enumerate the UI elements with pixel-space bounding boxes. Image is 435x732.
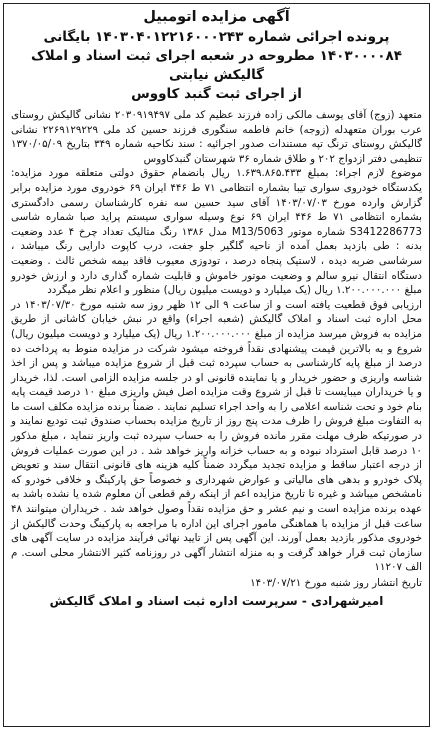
notice-subtitle-2: ۱۴۰۳۰۰۰۰۸۴ مطروحه در شعبه اجرای ثبت اسناد و املاک گالیکش نیابتی (30, 48, 402, 83)
publish-date: تاریخ انتشار روز شنبه مورخ ۱۴۰۳/۰۷/۲۱ (250, 577, 422, 589)
notice-frame (3, 3, 430, 727)
notice-title: آگهی مزایده اتومبیل (143, 9, 290, 25)
notice-content (4, 4, 429, 614)
notice-subtitle-1: پرونده اجرائی شماره ۱۴۰۳۰۴۰۱۲۲۱۶۰۰۰۲۴۳ بایگانی (43, 29, 390, 45)
paragraph-subject: موضوع لازم اجراء: بمبلغ ۱.۶۳۹.۸۶۵.۴۳۳ ریال بانضمام حقوق دولتی متعلقه مورد مزایده: یکدستگاه خودروی سواری تیبا بشماره انتظامی ۷۱ ط ۴۴۶ ایران ۶۹ خودروی مورد مزایده برابر گزارش وارده مورخ ۱۴۰۳/۰۷/۰۳ آقای سید حسین سه نفره کارشناسان رسمی دادگستری بشماره انتظامی ۷۱ ط ۴۴۶ ایران ۶۹ نوع وسیله سواری سیستم پراید صبا شماره شاسی S3412286773 شماره موتور M13/5063 مدل ۱۳۸۶ رنگ متالیک تعداد چرخ ۴ عدد وضعیت بدنه : طی بازدید بعمل آمده از ناحیه گلگیر جلو جفت، درب کاپوت دارایی رنگ میباشد ، سرشاسی ضربه دیده ، لاستیک پنجاه درصد ، تودوزی معیوب فاقد بیمه شخص ثالث . وضعیت دستگاه انتقال نیرو سالم و وضعیت موتور خاموش و قابلیت شماره گذاری دارد و ارزش خودرو مبلغ ۱.۲۰۰.۰۰۰.۰۰۰ ریال (یک میلیارد و دویست میلیون ریال) منظور و اعلام نظر میگردد (11, 167, 422, 297)
notice-body (11, 108, 422, 575)
signature: امیرشهرادی - سرپرست اداره ثبت اسناد و املاک گالیکش (49, 594, 384, 608)
paragraph-parties: متعهد (زوج) آقای یوسف مالکی زاده فرزند عظیم کد ملی ۲۰۳۰۹۱۹۴۹۷ نشانی گالیکش روستای عرب بوران متعهدله (زوجه) خانم فاطمه سنگوری فرزند حسین کد ملی ۲۲۶۹۱۲۹۲۲۹ نشانی گالیکش روستای ترنگ تپه مستندات صدور اجرائیه : سند نکاحیه شماره ۳۴۹ بتاریخ ۱۳۷۰/۰۵/۰۹ تنظیمی دفتر ازدواج ۲۰۲ و طلاق شماره ۳۶ شهرستان گنبدکاووس (11, 109, 422, 165)
paragraph-conditions: ارزیابی فوق قطعیت یافته است و از ساعت ۹ الی ۱۲ ظهر روز سه شنبه مورخ ۱۴۰۳/۰۷/۳۰ در محل اداره ثبت اسناد و املاک گالیکش (شعبه اجراء) واقع در نبش خیابان کاشانی از طریق مزایده به فروش میرسد مزایده از مبلغ ۱.۲۰۰.۰۰۰.۰۰۰ ریال (یک میلیارد و دویست میلیون ریال) شروع و به بالاترین قیمت پیشنهادی نقداً فروخته میشود شرکت در مزایده منوط به پرداخت ده درصد از مبلغ پایه کارشناسی به حساب سپرده ثبت قبل از شروع مزایده میباشد و پس از اخذ شناسه واریزی و حضور خریدار و یا نماینده قانونی او در جلسه مزایده الزامی است. لذا، خریدار و یا خریداران میبایست تا قبل از شروع وقت مزایده اصل فیش واریزی مبلغ ۱۰ درصد قیمت پایه بنام خود و تحت شناسه اعلامی را به واحد اجراء تسلیم نمایند . ضمناً برنده مزایده مکلف است ما به التفاوت مبلغ فروش را ظرف مدت پنج روز از تاریخ مزایده بحساب صندوق ثبت تودیع نمایند و در صورتیکه ظرف مهلت مقرر مانده فروش را به حساب سپرده ثبت واریز ننماید ، مبلغ مذکور ۱۰ درصد قابل استرداد نبوده و به حساب خزانه واریز خواهد شد . در این صورت عملیات فروش از درجه اعتبار ساقط و مزایده تجدید میگردد ضمناً کلیه هزینه های قانونی انتقال سند و تعویض پلاک خودرو و بدهی های مالیاتی و عوارض شهرداری و خصوصاً حق پارکینگ و خلافی خودرو که نامشخص میباشد و غیره تا تاریخ مزایده اعم از اینکه رقم قطعی آن معلوم شده یا نشده باشد به عهده برنده مزایده است و نیم عشر و حق مزایده نقداً وصول خواهد شد . خریداران میتوانند ۴۸ ساعت قبل از مزایده با هماهنگی مامور اجرای این اداره با مراجعه به پارکینگ وحدت گالیکش از خودروی مذکور بازدید بعمل آورند. این آگهی پس از تایید نهائی فرآیند مزایده در سایت آگهی های سازمان ثبت قرار خواهد گرفت و به منزله انتشار آگهی در روزنامه کثیر الانتشار محلی است. م الف ۱۱۲۰۷ (11, 298, 423, 574)
notice-subtitle-3: از اجرای ثبت گنبد کاووس (131, 86, 302, 102)
